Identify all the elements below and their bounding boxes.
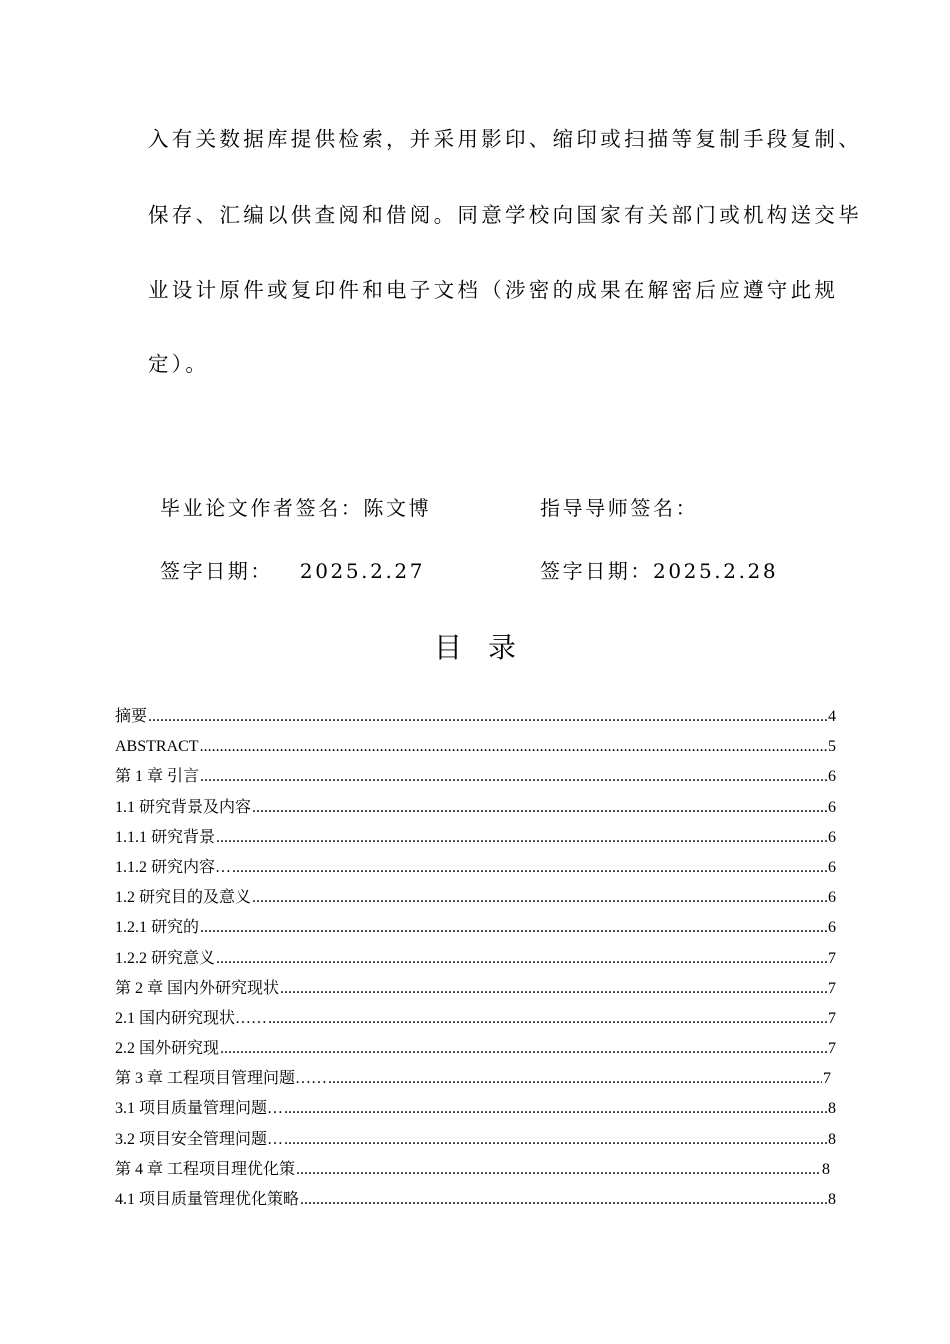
toc-entry-label: 3.2 项目安全管理问题… bbox=[115, 1130, 284, 1148]
toc-leader bbox=[328, 1068, 822, 1090]
toc-entry-label: 1.1.2 研究内容… bbox=[115, 858, 232, 876]
toc-entry[interactable] bbox=[115, 766, 836, 796]
toc-entry[interactable] bbox=[115, 706, 836, 736]
toc-leader bbox=[300, 1189, 827, 1211]
toc-entry-page: 5 bbox=[828, 738, 836, 756]
toc-entry-label: 1.1.1 研究背景 bbox=[115, 828, 216, 846]
toc-title: 目录 bbox=[433, 631, 542, 664]
toc-entry[interactable] bbox=[115, 1098, 836, 1128]
toc-entry[interactable] bbox=[115, 978, 836, 1008]
toc-entry-label: ABSTRACT bbox=[115, 738, 199, 756]
toc-entry-label: 第 1 章 引言 bbox=[115, 768, 200, 786]
toc-leader bbox=[296, 1159, 821, 1181]
toc-entry-page: 8 bbox=[828, 1191, 836, 1208]
declaration-line: 业设计原件或复印件和电子文档（涉密的成果在解密后应遵守此规 bbox=[148, 278, 839, 302]
toc-entry[interactable] bbox=[115, 1129, 836, 1159]
toc-entry-label: 1.2.2 研究意义 bbox=[115, 949, 216, 967]
toc-entry-page: 7 bbox=[828, 949, 836, 967]
toc-entry-page: 7 bbox=[828, 979, 836, 997]
toc-leader bbox=[200, 917, 827, 939]
declaration-line: 入有关数据库提供检索，并采用影印、缩印或扫描等复制手段复制、 bbox=[148, 127, 862, 151]
toc-leader bbox=[216, 827, 827, 849]
author-signature: 毕业论文作者签名：陈文博 bbox=[160, 496, 432, 520]
toc-entry-page: 8 bbox=[822, 1160, 830, 1178]
toc-entry-label: 1.1 研究背景及内容 bbox=[115, 798, 252, 816]
author-sign-date: 签字日期： 2025.2.27 bbox=[160, 559, 426, 583]
toc-entry[interactable] bbox=[115, 736, 836, 766]
advisor-sign-date: 签字日期：2025.2.28 bbox=[540, 559, 779, 583]
toc-entry[interactable] bbox=[115, 1038, 836, 1068]
toc-entry-label: 第 2 章 国内外研究现状 bbox=[115, 979, 280, 997]
toc-entry-label: 2.1 国内研究现状…… bbox=[115, 1009, 268, 1027]
toc-entry-label: 1.2.1 研究的 bbox=[115, 919, 200, 937]
toc-leader bbox=[268, 1008, 827, 1030]
toc-leader bbox=[200, 766, 827, 788]
toc-entry-page: 4 bbox=[828, 708, 836, 725]
toc-entry-page: 6 bbox=[828, 798, 836, 816]
advisor-signature: 指导导师签名： bbox=[540, 496, 699, 520]
toc-leader bbox=[252, 887, 827, 909]
toc-entry-page: 6 bbox=[828, 768, 836, 786]
toc-entry-page: 7 bbox=[828, 1040, 836, 1058]
toc-entry-page: 6 bbox=[828, 828, 836, 846]
toc-leader bbox=[252, 797, 827, 819]
toc-entry-page: 7 bbox=[828, 1009, 836, 1027]
toc-leader bbox=[280, 978, 827, 1000]
toc-entry[interactable] bbox=[115, 1159, 830, 1189]
declaration-line: 保存、汇编以供查阅和借阅。同意学校向国家有关部门或机构送交毕 bbox=[148, 203, 862, 227]
toc-entry-page: 8 bbox=[828, 1100, 836, 1118]
toc-leader bbox=[216, 948, 827, 970]
toc-entry-label: 摘要 bbox=[115, 708, 148, 725]
toc-leader bbox=[232, 857, 827, 879]
table-of-contents bbox=[115, 706, 836, 1219]
toc-entry[interactable] bbox=[115, 797, 836, 827]
toc-entry[interactable] bbox=[115, 948, 836, 978]
toc-entry-page: 8 bbox=[828, 1130, 836, 1148]
toc-leader bbox=[220, 1038, 827, 1060]
toc-entry-page: 6 bbox=[828, 889, 836, 907]
toc-entry-page: 7 bbox=[823, 1070, 831, 1088]
toc-entry[interactable] bbox=[115, 1008, 836, 1038]
toc-entry[interactable] bbox=[115, 1068, 831, 1098]
toc-entry-label: 1.2 研究目的及意义 bbox=[115, 889, 252, 907]
toc-entry[interactable] bbox=[115, 887, 836, 917]
toc-entry-label: 3.1 项目质量管理问题… bbox=[115, 1100, 284, 1118]
toc-leader bbox=[284, 1098, 827, 1120]
toc-entry[interactable] bbox=[115, 857, 836, 887]
declaration-line: 定）。 bbox=[148, 352, 210, 376]
toc-entry[interactable] bbox=[115, 917, 836, 947]
toc-entry-label: 第 4 章 工程项目理优化策 bbox=[115, 1160, 296, 1178]
toc-leader bbox=[148, 706, 827, 728]
toc-entry[interactable] bbox=[115, 827, 836, 857]
toc-entry-label: 2.2 国外研究现 bbox=[115, 1040, 220, 1058]
toc-entry-label: 4.1 项目质量管理优化策略 bbox=[115, 1191, 300, 1208]
toc-entry-page: 6 bbox=[828, 858, 836, 876]
toc-leader bbox=[200, 736, 827, 758]
toc-entry-label: 第 3 章 工程项目管理问题…… bbox=[115, 1070, 328, 1088]
toc-leader bbox=[284, 1129, 827, 1151]
toc-entry-page: 6 bbox=[828, 919, 836, 937]
toc-entry[interactable] bbox=[115, 1189, 836, 1219]
